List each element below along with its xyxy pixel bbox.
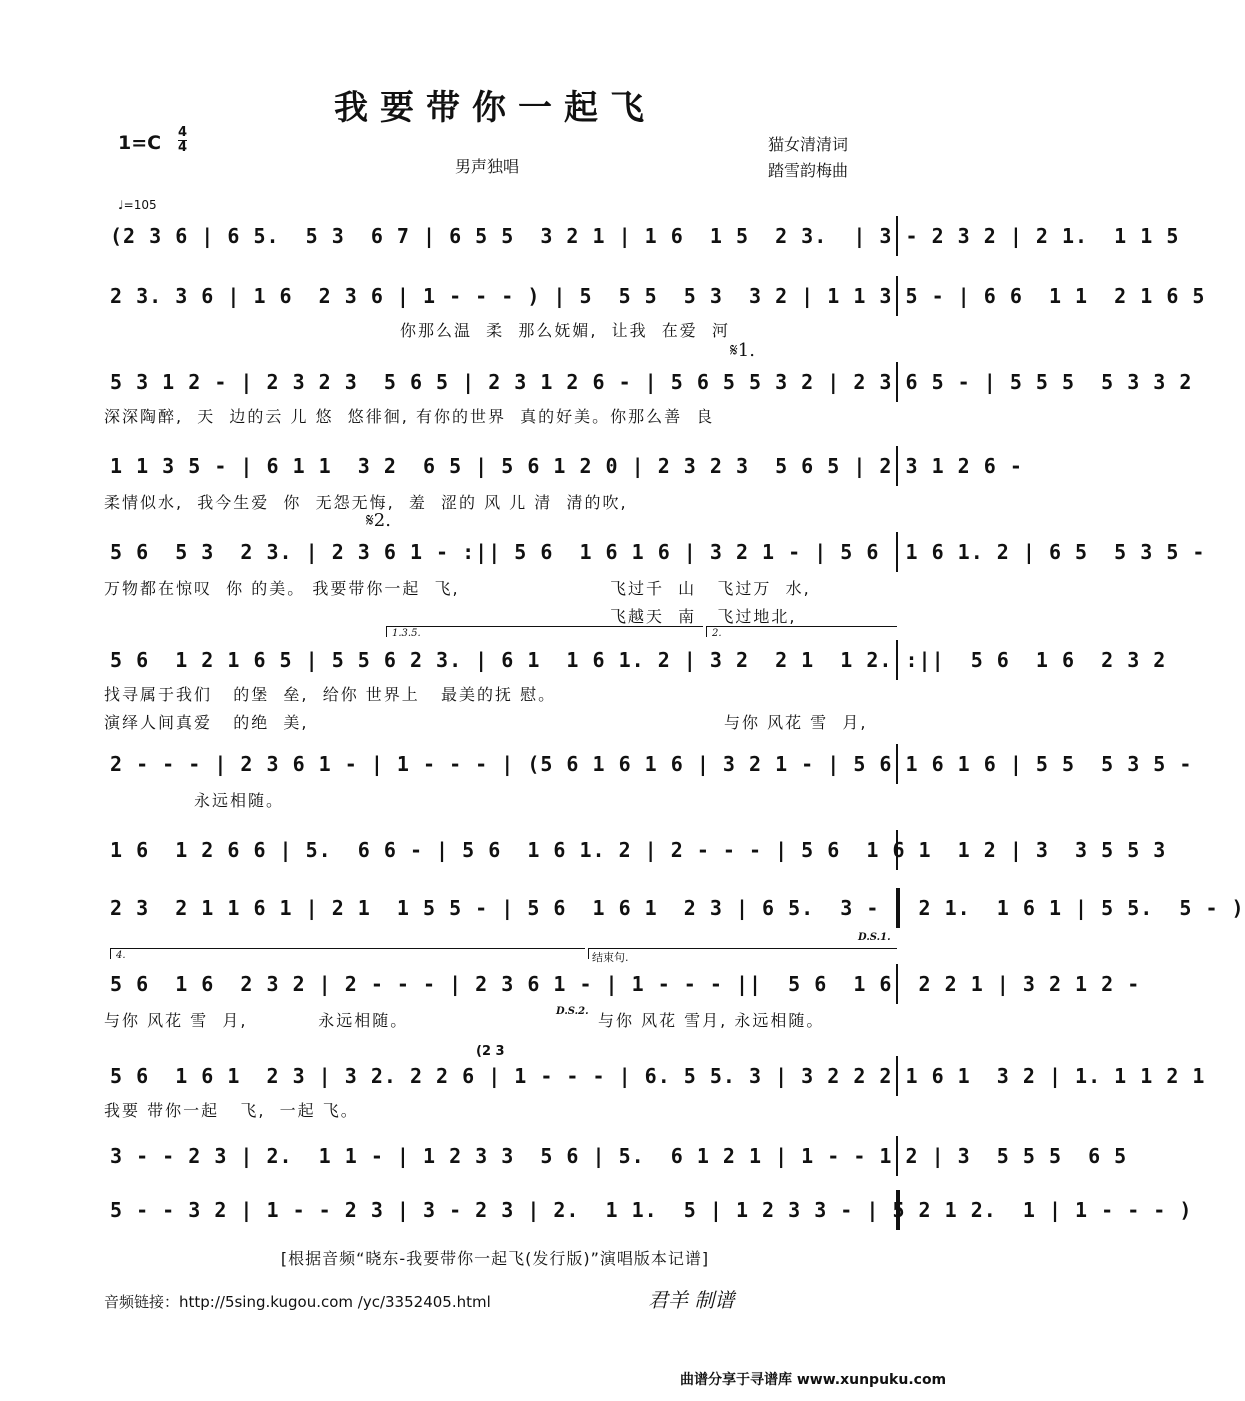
- lyric-line-5-verse1: 飞过千 山 飞过万 水,: [610, 579, 811, 598]
- composer: 踏雪韵梅曲: [768, 161, 849, 180]
- staff-row-13: [110, 1190, 1193, 1230]
- song-title: 我要带你一起飞: [334, 88, 656, 128]
- notes: 5 - - 3 2 | 1 - - 2 3 | 3 - 2 3 | 2. 1 1. 5 | 1 2 3 3 - | 5 2 1 2. 1 | 1 - - - ): [110, 1198, 1193, 1222]
- notes: 1 1 3 5 - | 6 1 1 3 2 6 5 | 5 6 1 2 0 | 2 3 2 3 5 6 5 | 2 3 1 2 6 -: [110, 454, 1023, 478]
- lyric-line-10b: 与你 风花 雪月, 永远相随。: [598, 1011, 825, 1030]
- notes: 3 - - 2 3 | 2. 1 1 - | 1 2 3 3 5 6 | 5. 6 1 2 1 | 1 - - 1 2 | 3 5 5 5 6 5: [110, 1144, 1128, 1168]
- lyric-line-11: 我要 带你一起 飞, 一起 飞。: [104, 1101, 359, 1120]
- segno-2: 𝄋2.: [366, 510, 391, 531]
- lyric-line-5: 万物都在惊叹 你 的美。 我要带你一起 飞,: [104, 579, 460, 598]
- transcriber-signature: 君羊 制谱: [648, 1288, 735, 1312]
- lyric-line-6c: 与你 风花 雪 月,: [724, 713, 868, 732]
- staff-row-7: [110, 744, 1193, 784]
- volta-bracket-4: [110, 948, 585, 959]
- segno-1: 𝄋1.: [730, 340, 755, 361]
- staff-row-5: [110, 532, 1206, 572]
- notes: 2 3 2 1 1 6 1 | 2 1 1 5 5 - | 5 6 1 6 1 2 3 | 6 5. 3 - | 2 1. 1 6 1 | 5 5. 5 - ): [110, 896, 1245, 920]
- lyric-line-6b: 演绎人间真爱 的绝 美,: [104, 713, 309, 732]
- notes: 1 6 1 2 6 6 | 5. 6 6 - | 5 6 1 6 1. 2 | 2 - - - | 5 6 1 6 1 1 2 | 3 3 5 5 3: [110, 838, 1167, 862]
- grace-notes: (2 3: [476, 1044, 505, 1059]
- staff-row-12: [110, 1136, 1128, 1176]
- credits: [768, 132, 848, 184]
- staff-row-4: [110, 446, 1023, 486]
- notes: 5 6 1 2 1 6 5 | 5 5 6 2 3. | 6 1 1 6 1. 2 | 3 2 2 1 1 2. :|| 5 6 1 6 2 3 2: [110, 648, 1167, 672]
- staff-row-10: [110, 964, 1141, 1004]
- lyricist: 猫女清清词: [768, 135, 849, 154]
- ds-2-mark: D.S.2.: [556, 1006, 589, 1017]
- coda-label: 结束句.: [592, 951, 629, 964]
- staff-row-3: [110, 362, 1193, 402]
- notes: 2 3. 3 6 | 1 6 2 3 6 | 1 - - - ) | 5 5 5 5 3 3 2 | 1 1 3 5 - | 6 6 1 1 2 1 6 5: [110, 284, 1206, 308]
- site-footer[interactable]: 曲谱分享于寻谱库 www.xunpuku.com: [680, 1372, 947, 1388]
- volta-bracket-2: [706, 626, 897, 637]
- performance-type: 男声独唱: [455, 157, 520, 176]
- staff-row-6: [110, 640, 1167, 680]
- lyric-line-6a: 找寻属于我们 的堡 垒, 给你 世界上 最美的抚 慰。: [104, 685, 557, 704]
- coda-bracket: [588, 948, 897, 959]
- lyric-line-10a: 与你 风花 雪 月, 永远相随。: [104, 1011, 409, 1030]
- notes: 5 3 1 2 - | 2 3 2 3 5 6 5 | 2 3 1 2 6 - | 5 6 5 5 3 2 | 2 3 6 5 - | 5 5 5 5 3 3 2: [110, 370, 1193, 394]
- notes: (2 3 6 | 6 5. 5 3 6 7 | 6 5 5 3 2 1 | 1 6 1 5 2 3. | 3 - 2 3 2 | 2 1. 1 1 5: [110, 224, 1180, 248]
- volta-1-label: 1.3.5.: [392, 628, 421, 639]
- notes: 5 6 1 6 1 2 3 | 3 2. 2 2 6 | 1 - - - | 6. 5 5. 3 | 3 2 2 2 1 6 1 3 2 | 1. 1 1 2 1: [110, 1064, 1206, 1088]
- notes: 5 6 1 6 2 3 2 | 2 - - - | 2 3 6 1 - | 1 - - - || 5 6 1 6 2 2 1 | 3 2 1 2 -: [110, 972, 1141, 996]
- volta-4-label: 4.: [116, 950, 126, 961]
- ds-1-mark: D.S.1.: [858, 932, 891, 943]
- staff-row-1: [110, 216, 1180, 256]
- lyric-line-5-verse2: 飞越天 南 飞过地北,: [610, 607, 797, 626]
- volta-bracket-1: [386, 626, 703, 637]
- transcription-note: [根据音频“晓东-我要带你一起飞(发行版)”演唱版本记谱]: [280, 1249, 710, 1268]
- lyric-line-7: 永远相随。: [194, 791, 285, 810]
- time-signature: [178, 126, 187, 155]
- time-signature-top: 4: [178, 125, 188, 140]
- lyric-line-4: 柔情似水, 我今生爱 你 无怨无悔, 羞 涩的 风 儿 清 清的吹,: [104, 493, 628, 512]
- notes: 2 - - - | 2 3 6 1 - | 1 - - - | (5 6 1 6 1 6 | 3 2 1 - | 5 6 1 6 1 6 | 5 5 5 3 5 -: [110, 752, 1193, 776]
- tempo-marking: ♩=105: [118, 198, 157, 212]
- staff-row-9: [110, 888, 1245, 928]
- key-signature: 1=C: [118, 132, 162, 154]
- notes: 5 6 5 3 2 3. | 2 3 6 1 - :|| 5 6 1 6 1 6 | 3 2 1 - | 5 6 1 6 1. 2 | 6 5 5 3 5 -: [110, 540, 1206, 564]
- audio-link[interactable]: 音频链接：http://5sing.kugou.com /yc/3352405.html: [104, 1293, 491, 1311]
- staff-row-8: [110, 830, 1167, 870]
- volta-2-label: 2.: [712, 628, 722, 639]
- staff-row-2: [110, 276, 1206, 316]
- lyric-line-3: 深深陶醉, 天 边的云 儿 悠 悠徘徊, 有你的世界 真的好美。你那么善 良: [104, 407, 715, 426]
- staff-row-11: [110, 1056, 1206, 1096]
- lyric-line-2: 你那么温 柔 那么妩媚, 让我 在爱 河: [400, 321, 730, 340]
- time-signature-bottom: 4: [178, 140, 188, 155]
